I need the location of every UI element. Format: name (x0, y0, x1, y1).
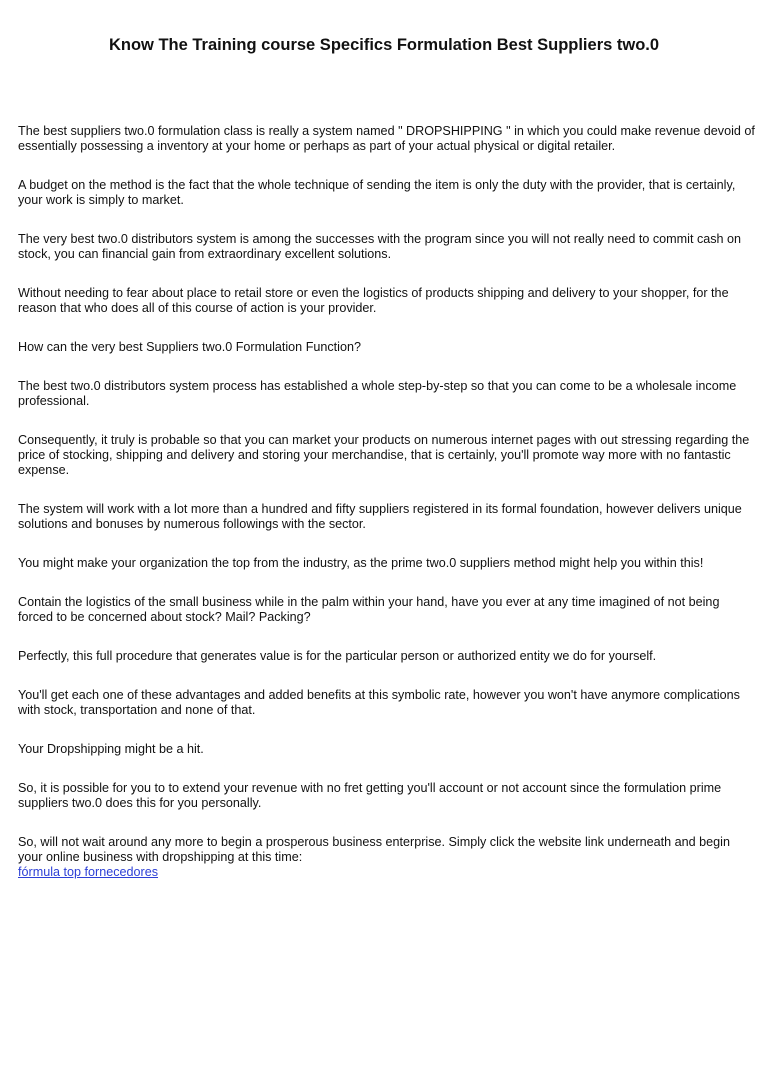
page-title: Know The Training course Specifics Formulation Best Suppliers two.0 (108, 36, 660, 54)
paragraph: So, it is possible for you to to extend your revenue with no fret getting you'll account or not account since the formulation prime suppliers two.0 does this for you personally. (18, 781, 722, 810)
paragraph: The system will work with a lot more than a hundred and fifty suppliers registered in its formal foundation, however delivers unique solutions and bonuses by numerous followings with the sector. (18, 502, 742, 531)
paragraph: You'll get each one of these advantages and added benefits at this symbolic rate, however you won't have anymore complications with stock, transportation and none of that. (18, 688, 740, 717)
paragraph: Without needing to fear about place to retail store or even the logistics of products shipping and delivery to your shopper, for the reason that who does all of this course of action is your provider. (18, 286, 729, 315)
website-link[interactable]: fórmula top fornecedores (18, 865, 159, 879)
paragraph: The best suppliers two.0 formulation class is really a system named " DROPSHIPPING " in which you could make revenue devoid of essentially possessing a inventory at your home or perhaps as part of your actual physical or digital retailer. (18, 124, 755, 153)
section-question: How can the very best Suppliers two.0 Formulation Function? (18, 340, 361, 354)
paragraph: The very best two.0 distributors system is among the successes with the program since you will not really need to commit cash on stock, you can financial gain from extraordinary excellent solutions. (18, 232, 742, 261)
closing-block (18, 835, 756, 880)
paragraph: A budget on the method is the fact that the whole technique of sending the item is only the duty with the provider, that is certainly, your work is simply to market. (18, 178, 736, 207)
paragraph: Your Dropshipping might be a hit. (18, 742, 204, 756)
article-body (18, 124, 756, 880)
paragraph: You might make your organization the top from the industry, as the prime two.0 suppliers method might help you within this! (18, 556, 704, 570)
paragraph: The best two.0 distributors system process has established a whole step-by-step so that you can come to be a wholesale income professional. (18, 379, 737, 408)
paragraph: Perfectly, this full procedure that generates value is for the particular person or authorized entity we do for yourself. (18, 649, 657, 663)
paragraph: Consequently, it truly is probable so that you can market your products on numerous internet pages with out stressing regarding the price of stocking, shipping and delivery and storing your merchandise, that is certainly, you'll promote way more with no fantastic expense. (18, 433, 750, 477)
paragraph: So, will not wait around any more to begin a prosperous business enterprise. Simply click the website link underneath and begin your online business with dropshipping at this time: (18, 835, 730, 864)
paragraph: Contain the logistics of the small business while in the palm within your hand, have you ever at any time imagined of not being forced to be concerned about stock? Mail? Packing? (18, 595, 720, 624)
